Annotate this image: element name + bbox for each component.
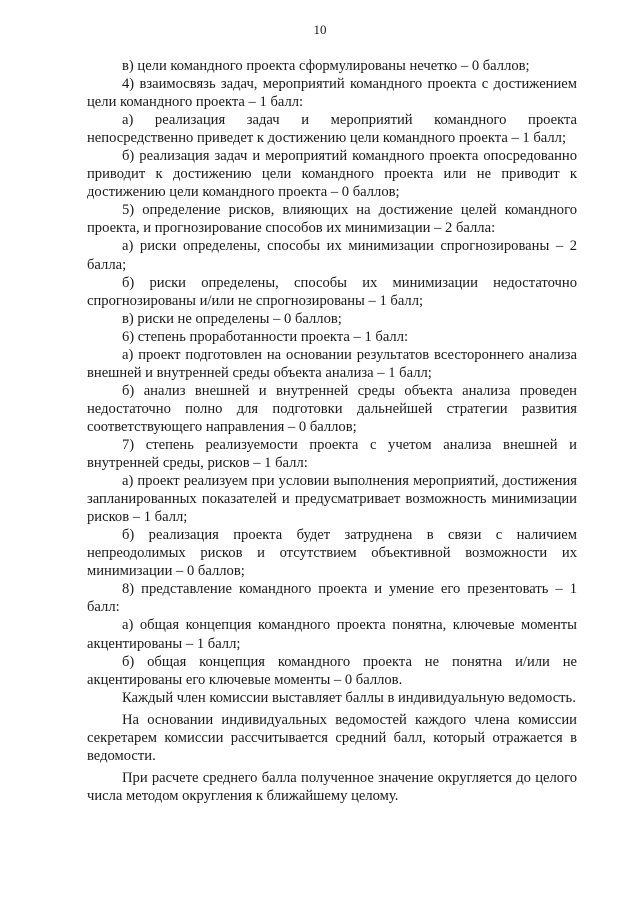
paragraph-individual-sheet: Каждый член комиссии выставляет баллы в индивидуальную ведомость. [122,689,576,706]
paragraph-4a: а) реализация задач и мероприятий командного проекта непосредственно приведет к достижению цели командного проекта – 1 балл; [87,112,577,147]
paragraph-criterion-5: 5) определение рисков, влияющих на достижение целей командного проекта, и прогнозирование способов их минимизации – 2 балла: [87,202,577,237]
paragraph-7a: а) проект реализуем при условии выполнения мероприятий, достижения запланированных показателей и предусматривает возможность минимизации рисков – 1 балл; [87,473,577,526]
paragraph-7b: б) реализация проекта будет затруднена в связи с наличием непреодолимых рисков и отсутствием объективной возможности их минимизации – 0 баллов; [87,527,577,580]
paragraph-4b: б) реализация задач и мероприятий командного проекта опосредованно приводит к достижению цели командного проекта или не приводит к достижению цели командного проекта – 0 баллов; [87,148,577,201]
paragraph-5b: б) риски определены, способы их минимизации недостаточно спрогнозированы и/или не спрогнозированы – 1 балл; [87,274,577,309]
paragraph-criterion-6: 6) степень проработанности проекта – 1 балл: [122,328,409,345]
paragraph-criterion-8: 8) представление командного проекта и умение его презентовать – 1 балл: [87,581,577,616]
paragraph-6b: б) анализ внешней и внутренней среды объекта анализа проведен недостаточно полно для подготовки дальнейшей стратегии развития соответствующего направления – 0 баллов; [87,382,577,435]
page-number: 10 [313,22,327,37]
paragraph-8a: а) общая концепция командного проекта понятна, ключевые моменты акцентированы – 1 балл; [87,617,577,652]
document-body [87,57,577,805]
paragraph-rounding-rule: При расчете среднего балла полученное значение округляется до целого числа методом округления к ближайшему целому. [87,769,577,804]
paragraph-8b: б) общая концепция командного проекта не понятна и/или не акцентированы его ключевые моменты – 0 баллов. [87,653,577,688]
paragraph-criterion-7: 7) степень реализуемости проекта с учетом анализа внешней и внутренней среды, рисков – 1 балл: [87,436,577,472]
paragraph-average-score: На основании индивидуальных ведомостей каждого члена комиссии секретарем комиссии рассчитывается средний балл, который отражается в ведомости. [87,711,577,764]
paragraph-5c: в) риски не определены – 0 баллов; [122,310,342,327]
paragraph-criterion-4: 4) взаимосвязь задач, мероприятий командного проекта с достижением цели командного проекта – 1 балл: [87,76,577,111]
paragraph-3c: в) цели командного проекта сформулированы нечетко – 0 баллов; [122,58,530,74]
paragraph-5a: а) риски определены, способы их минимизации спрогнозированы – 2 балла; [87,238,577,273]
paragraph-6a: а) проект подготовлен на основании результатов всестороннего анализа внешней и внутренней среды объекта анализа – 1 балл; [87,346,577,381]
